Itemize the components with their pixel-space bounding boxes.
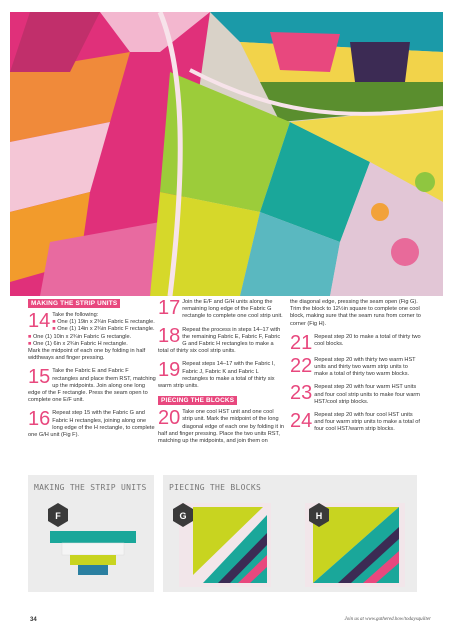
step-number: 22 [290, 354, 313, 377]
fig-f-strip-e [50, 531, 136, 543]
fig-f-strip-g [70, 555, 116, 565]
step-number: 19 [158, 359, 181, 382]
step-number: 20 [158, 407, 181, 430]
step-text: Repeat step 20 with thirty two warm HST units and thirty two warm strip units to make a total of thirty two warm blocks. [314, 356, 416, 378]
quilt-photo [10, 12, 443, 296]
step-18 [158, 324, 284, 356]
figure-panel-title: PIECING THE BLOCKS [169, 483, 262, 492]
step-number: 18 [158, 324, 181, 347]
bullet-item: ■ One (1) 10in x 2¾in Fabric G rectangle. [28, 333, 132, 340]
step-19 [158, 361, 284, 390]
bullet-item: ■ One (1) 6in x 2¾in Fabric H rectangle. [28, 340, 128, 347]
column-2 [158, 299, 284, 451]
step-number: 14 [28, 310, 51, 332]
step-number: 23 [290, 382, 313, 405]
fig-g-label: G [179, 511, 187, 521]
step-text: Repeat step 20 with four cool HST units and four warm strip units to make a total of four cool HST/warm strip blocks. [314, 412, 420, 433]
bullet-icon: ■ [28, 340, 33, 347]
step-number: 17 [158, 297, 181, 319]
fig-h-label: H [315, 511, 323, 521]
step-text: the diagonal edge, pressing the seam open (Fig G). Trim the block to 12½in square to complete one cool block, making sure that the seam runs from corner to corner (Fig H). [290, 299, 421, 327]
step-number: 15 [28, 366, 51, 389]
bullet-icon: ■ [52, 319, 58, 326]
bullet-icon: ■ [28, 333, 33, 340]
step-text: Repeat step 20 with four warm HST units and four cool strip units to make four warm HST/cool strip blocks. [314, 384, 420, 405]
step-15 [28, 368, 156, 404]
figure-panel-piecing-blocks [163, 475, 417, 592]
step-text: Take the following: [52, 312, 99, 318]
step-text: Take one cool HST unit and one cool strip unit. Mark the midpoint of the long diagonal edge of each one by folding it in half and finger pressing. Place the two units RST, matching up the midpoints, and join them on [158, 409, 284, 445]
footer-url: Join us at www.gathered.how/todaysquilter [344, 617, 431, 622]
step-text: Repeat steps 14–17 with the Fabric I, Fabric J, Fabric K and Fabric L rectangles to make a total of thirty six warm strip units. [158, 361, 275, 390]
page-number: 34 [30, 617, 37, 623]
bullet-item: ■ One (1) 14in x 2¾in Fabric F rectangle. [52, 326, 155, 333]
step-text: Repeat step 15 with the Fabric G and Fabric H rectangles, joining along one long edge of the H rectangle, to complete one G/H unit (Fig F). [28, 410, 155, 439]
step-text: Join the E/F and G/H units along the remaining long edge of the Fabric G rectangle to complete one cool strip unit. [182, 299, 283, 320]
step-14 [28, 312, 156, 362]
column-1 [28, 299, 156, 445]
step-24 [290, 412, 422, 434]
bullet-icon: ■ [52, 326, 58, 333]
column-3 [290, 299, 422, 440]
step-21 [290, 331, 422, 354]
step-text: Mark the midpoint of each one by folding in half widthways and finger pressing. [28, 348, 146, 362]
fig-f-strip-f [62, 543, 124, 555]
fig-f-label: F [55, 511, 61, 521]
bullet-item: ■ One (1) 19in x 2¾in Fabric E rectangle. [52, 319, 155, 326]
step-number: 21 [290, 331, 313, 354]
step-text: Take the Fabric E and Fabric F rectangles and place them RST, matching up the midpoints. Join along one long edge of the F rectangle. Press the seam open to complete one E/F unit. [28, 368, 156, 404]
section-heading-piecing-blocks: PIECING THE BLOCKS [158, 396, 237, 405]
step-23 [290, 384, 422, 406]
step-22 [290, 354, 422, 379]
fig-f-strip-h [78, 565, 108, 575]
step-20 [158, 409, 284, 445]
step-number: 24 [290, 410, 313, 433]
step-text: Repeat the process in steps 14–17 with the remaining Fabric E, Fabric F, Fabric G and Fabric H rectangles to make a total of thirty six cool strip units. [158, 326, 281, 355]
step-17 [158, 299, 284, 321]
figure-panel-strip-units [28, 475, 154, 592]
section-heading-strip-units: MAKING THE STRIP UNITS [28, 299, 120, 308]
step-16 [28, 410, 156, 439]
step-20-continued [290, 299, 422, 328]
step-number: 16 [28, 408, 51, 431]
step-text: Repeat step 20 to make a total of thirty two cool blocks. [314, 333, 421, 348]
figure-panel-title: MAKING THE STRIP UNITS [34, 483, 147, 492]
